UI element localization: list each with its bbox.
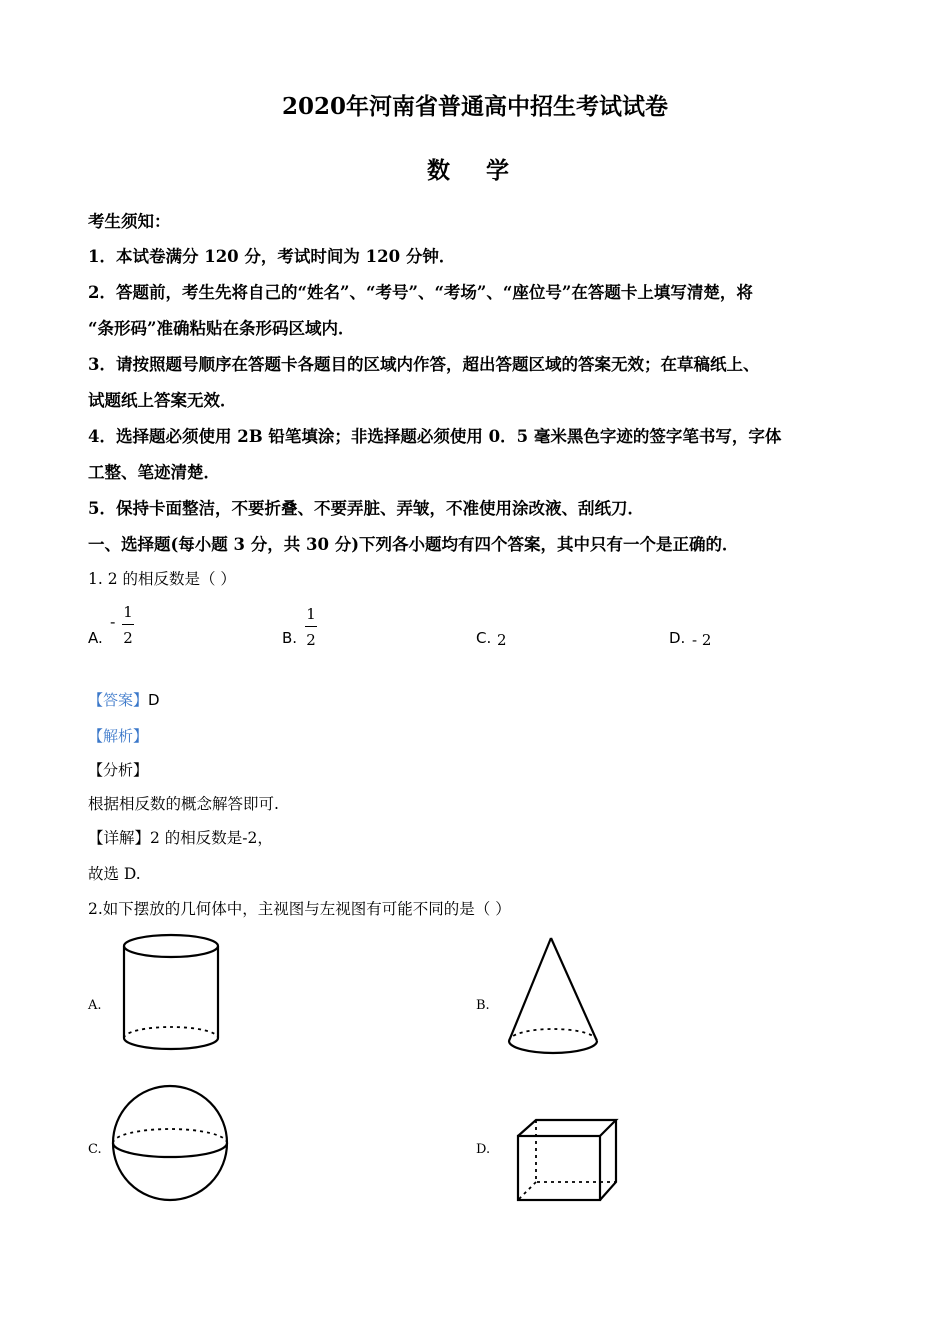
q1-option-a-numerator: 1	[123, 603, 133, 621]
notice-line: 试题纸上答案无效．	[88, 391, 237, 410]
sphere-figure	[106, 1082, 236, 1206]
q1-option-c-value: 2	[497, 631, 507, 649]
q1-option-a-sign: -	[110, 613, 116, 631]
conclusion: 故选 D.	[88, 865, 141, 883]
detail-text: 2 的相反数是-2，	[150, 829, 273, 847]
notice-heading: 考生须知：	[88, 212, 171, 231]
cone-figure	[503, 930, 607, 1060]
q2-stem: 2.如下摆放的几何体中，主视图与左视图有可能不同的是（ ）	[88, 900, 511, 918]
section-heading: 一、选择题(每小题 3 分，共 30 分)下列各小题均有四个答案，其中只有一个是正确的．	[88, 535, 739, 554]
fenxi-tag: 【分析】	[88, 761, 149, 779]
q1-option-b-label: B.	[282, 629, 298, 647]
q1-option-a-denominator: 2	[123, 629, 133, 647]
fenxi-text: 根据相反数的概念解答即可.	[88, 795, 279, 813]
notice-line: 1．本试卷满分 120 分，考试时间为 120 分钟．	[88, 247, 456, 266]
answer-value: D	[148, 691, 160, 709]
q1-stem: 1. 2 的相反数是（ ）	[88, 570, 236, 588]
q1-answer-line	[88, 689, 160, 710]
detail-tag: 【详解】	[88, 829, 151, 847]
q1-option-c-label: C.	[476, 629, 492, 647]
cylinder-figure	[118, 930, 228, 1060]
q1-option-d-label: D.	[669, 629, 686, 647]
detail-line	[88, 826, 273, 848]
notice-line: 2．答题前，考生先将自己的“姓名”、“考号”、“考场”、“座位号”在答题卡上填写清楚，将	[88, 283, 753, 302]
q1-option-a-label: A.	[88, 629, 103, 647]
q1-option-d-value: - 2	[692, 631, 712, 649]
subject-title: 数 学	[426, 157, 523, 184]
notice-line: 4．选择题必须使用 2B 铅笔填涂；非选择题必须使用 0．5 毫米黑色字迹的签字笔书写，字体	[88, 427, 782, 446]
notice-line: 工整、笔迹清楚．	[88, 463, 220, 482]
notice-line: 5．保持卡面整洁，不要折叠、不要弄脏、弄皱，不准使用涂改液、刮纸刀．	[88, 499, 644, 518]
answer-tag: 【答案】	[88, 691, 149, 709]
notice-line: 3．请按照题号顺序在答题卡各题目的区域内作答，超出答题区域的答案无效；在草稿纸上、	[88, 355, 760, 374]
notice-line: “条形码”准确粘贴在条形码区域内．	[88, 319, 355, 338]
rectangular-prism-figure	[510, 1112, 624, 1206]
q2-option-b-label: B.	[476, 998, 490, 1013]
q1-option-b-fraction-bar	[305, 626, 317, 627]
q1-option-a-fraction-bar	[122, 624, 134, 625]
q2-option-a-label: A.	[88, 998, 102, 1013]
q1-option-b-numerator: 1	[306, 605, 316, 623]
analysis-tag: 【解析】	[88, 727, 149, 745]
q2-option-c-label: C.	[88, 1142, 102, 1157]
q2-option-d-label: D.	[476, 1142, 491, 1157]
page-title: 2020年河南省普通高中招生考试试卷	[281, 93, 668, 120]
q1-option-b-denominator: 2	[306, 631, 316, 649]
